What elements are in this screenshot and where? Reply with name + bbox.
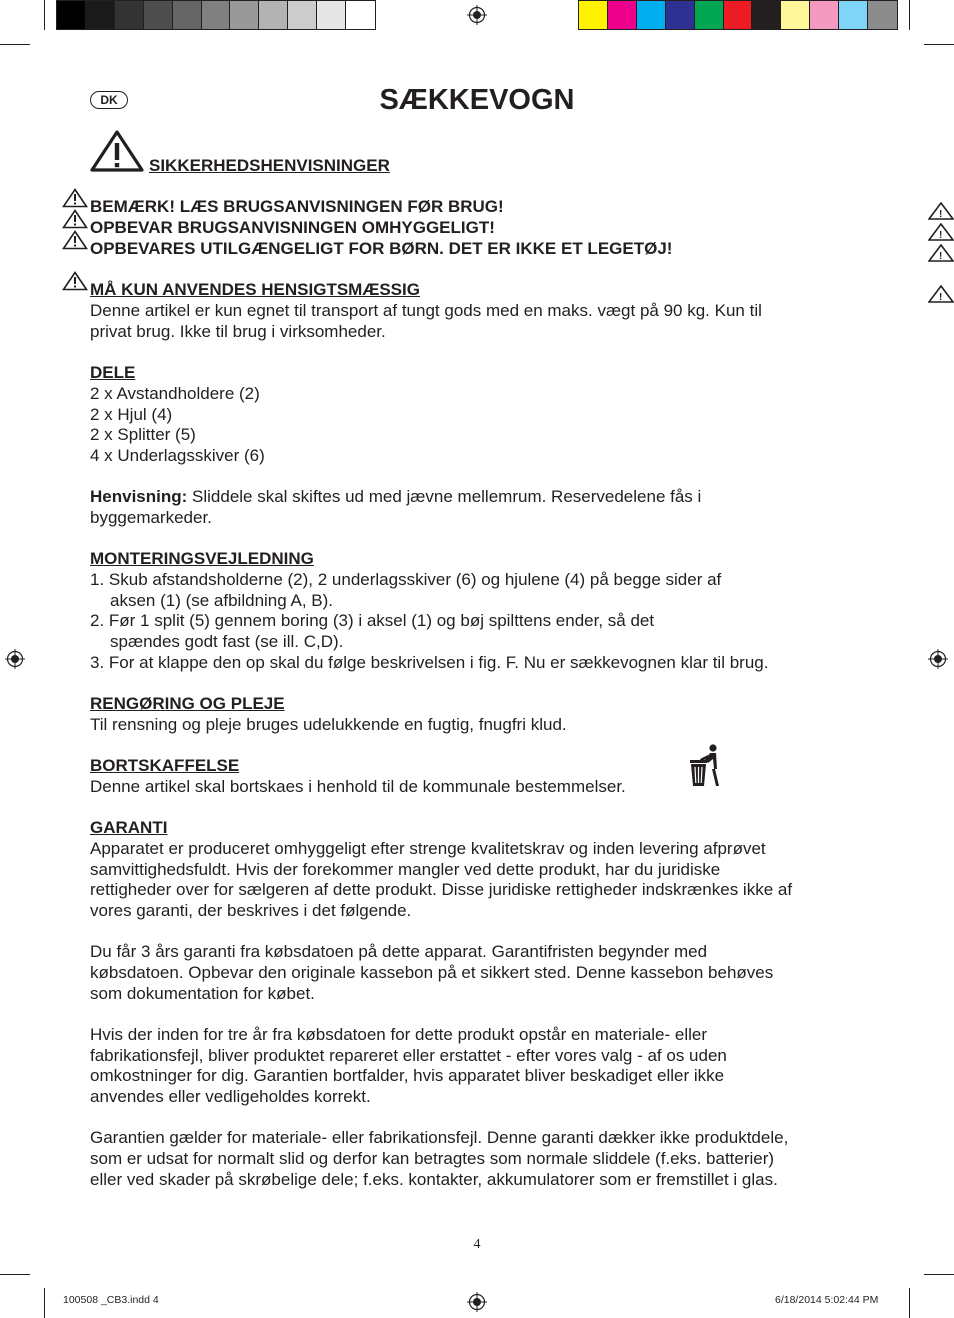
parts-heading: DELE (90, 363, 136, 382)
disposal-text: Denne artikel skal bortskaes i henhold til de kommunale bestemmelser. (90, 777, 626, 796)
warning-keep-from-children: OPBEVARES UTILGÆNGELIGT FOR BØRN. DET ER IKKE ET LEGETØJ! (90, 239, 673, 258)
color-swatch (317, 1, 346, 29)
page-number: 4 (473, 1237, 481, 1252)
color-swatch (868, 1, 897, 29)
color-swatch (57, 1, 86, 29)
warning-triangle-icon (928, 244, 954, 262)
language-badge: DK (90, 91, 128, 109)
assembly-step: 1. Skub afstandsholderne (2), 2 underlagsskiver (6) og hjulene (4) på begge sider af (90, 570, 722, 589)
color-swatch (259, 1, 288, 29)
color-swatch (752, 1, 781, 29)
crop-mark (909, 1288, 910, 1318)
color-swatch (666, 1, 695, 29)
crop-mark (0, 44, 30, 45)
assembly-step: 2. Før 1 split (5) gennem boring (3) i aksel (1) og bøj spilttens ender, så det (90, 611, 655, 630)
warranty-line: fabrikationsfejl, bliver produktet repareret eller erstattet - efter vores valg - af os uden (90, 1046, 727, 1065)
assembly-heading: MONTERINGSVEJLEDNING (90, 549, 314, 568)
crop-mark (924, 1274, 954, 1275)
warranty-line: som er udsat for normalt slid og derfor kan betragtes som normale sliddele (f.eks. batterier) (90, 1149, 775, 1168)
color-swatch (346, 1, 375, 29)
registration-mark-icon (467, 1292, 487, 1312)
color-swatch (579, 1, 608, 29)
color-swatch (202, 1, 231, 29)
grayscale-color-bar (56, 0, 376, 30)
registration-mark-icon (467, 5, 487, 25)
svg-text:!: ! (939, 209, 943, 220)
warning-triangle-icon (928, 223, 954, 241)
parts-item: 2 x Avstandholdere (2) (90, 384, 260, 403)
recycle-bin-person-icon (686, 743, 722, 789)
crop-mark (0, 1274, 30, 1275)
assembly-step: 3. For at klappe den op skal du følge beskrivelsen i fig. F. Nu er sækkevognen klar til brug. (90, 653, 769, 672)
color-swatch (288, 1, 317, 29)
slug-timestamp: 6/18/2014 5:02:44 PM (775, 1294, 879, 1306)
crop-mark (44, 1288, 45, 1318)
note-text: byggemarkeder. (90, 508, 212, 527)
warranty-line: vores garanti, der beskrives i det følgende. (90, 901, 412, 920)
parts-item: 2 x Splitter (5) (90, 425, 196, 444)
cleaning-text: Til rensning og pleje bruges udelukkende en fugtig, fnugfri klud. (90, 715, 567, 734)
note-text: Sliddele skal skiftes ud med jævne mellemrum. Reservedelene fås i (187, 487, 702, 506)
large-warning-triangle-icon (89, 129, 145, 173)
color-swatch (144, 1, 173, 29)
intended-use-heading: MÅ KUN ANVENDES HENSIGTSMÆSSIG (90, 280, 420, 299)
color-swatch (608, 1, 637, 29)
color-swatch (115, 1, 144, 29)
disposal-heading: BORTSKAFFELSE (90, 756, 240, 775)
slug-filename: 100508 _CB3.indd 4 (63, 1294, 159, 1306)
assembly-step: aksen (1) (se afbildning A, B). (110, 591, 334, 610)
intended-use-line: privat brug. Ikke til brug i virksomheder. (90, 322, 386, 341)
assembly-step: spændes godt fast (se ill. C,D). (110, 632, 344, 651)
crop-mark (44, 0, 45, 30)
crop-mark (924, 44, 954, 45)
registration-mark-icon (5, 649, 25, 669)
page-title: SÆKKEVOGN (379, 84, 575, 116)
warranty-line: som dokumentation for købet. (90, 984, 315, 1003)
warning-triangle-icon (928, 285, 954, 303)
warning-triangle-icon (928, 202, 954, 220)
warranty-line: Garantien gælder for materiale- eller fabrikationsfejl. Denne garanti dækker ikke produktdele, (90, 1128, 789, 1147)
warranty-line: samvittighedsfuldt. Hvis der forekommer mangler ved dette produkt, har du juridiske (90, 860, 721, 879)
warranty-line: omkostninger for dig. Garantien bortfalder, hvis apparatet bliver beskadiget eller ikke (90, 1066, 725, 1085)
color-swatch (230, 1, 259, 29)
intended-use-line: Denne artikel er kun egnet til transport af tungt gods med en maks. vægt på 90 kg. Kun til (90, 301, 762, 320)
warranty-line: Du får 3 års garanti fra købsdatoen på dette apparat. Garantifristen begynder med (90, 942, 708, 961)
warranty-line: anvendes eller vedligeholdes korrekt. (90, 1087, 371, 1106)
svg-text:!: ! (939, 251, 943, 262)
crop-mark (909, 0, 910, 30)
registration-mark-icon (928, 649, 948, 669)
color-swatch (695, 1, 724, 29)
note-paragraph (90, 487, 701, 508)
warranty-heading: GARANTI (90, 818, 168, 837)
color-swatch (637, 1, 666, 29)
color-swatch (810, 1, 839, 29)
note-label: Henvisning: (90, 487, 188, 506)
warranty-line: eller ved skader på skrøbelige dele; f.eks. kontakter, akkumulatorer som er fremstillet i glas. (90, 1170, 778, 1189)
warranty-line: Apparatet er produceret omhyggeligt efter strenge kvalitetskrav og inden levering afprøvet (90, 839, 766, 858)
color-swatch (839, 1, 868, 29)
warning-triangle-icon (62, 209, 88, 229)
safety-heading: SIKKERHEDSHENVISNINGER (149, 156, 390, 175)
warning-read-manual: BEMÆRK! LÆS BRUGSANVISNINGEN FØR BRUG! (90, 197, 504, 216)
process-color-bar (578, 0, 898, 30)
color-swatch (173, 1, 202, 29)
warning-triangle-icon (62, 271, 88, 291)
warning-triangle-icon (62, 230, 88, 250)
warranty-line: rettigheder over for sælgeren af dette produkt. Disse juridiske rettigheder indskrænkes ikke af (90, 880, 793, 899)
color-swatch (86, 1, 115, 29)
color-swatch (724, 1, 753, 29)
svg-text:!: ! (939, 230, 943, 241)
cleaning-heading: RENGØRING OG PLEJE (90, 694, 285, 713)
parts-item: 4 x Underlagsskiver (6) (90, 446, 265, 465)
svg-text:!: ! (939, 292, 943, 303)
warranty-line: Hvis der inden for tre år fra købsdatoen for dette produkt opstår en materiale- eller (90, 1025, 708, 1044)
warning-keep-manual: OPBEVAR BRUGSANVISNINGEN OMHYGGELIGT! (90, 218, 495, 237)
parts-item: 2 x Hjul (4) (90, 405, 173, 424)
color-swatch (781, 1, 810, 29)
warning-triangle-icon (62, 188, 88, 208)
warranty-line: købsdatoen. Opbevar den originale kassebon på et sikkert sted. Denne kassebon behøves (90, 963, 774, 982)
